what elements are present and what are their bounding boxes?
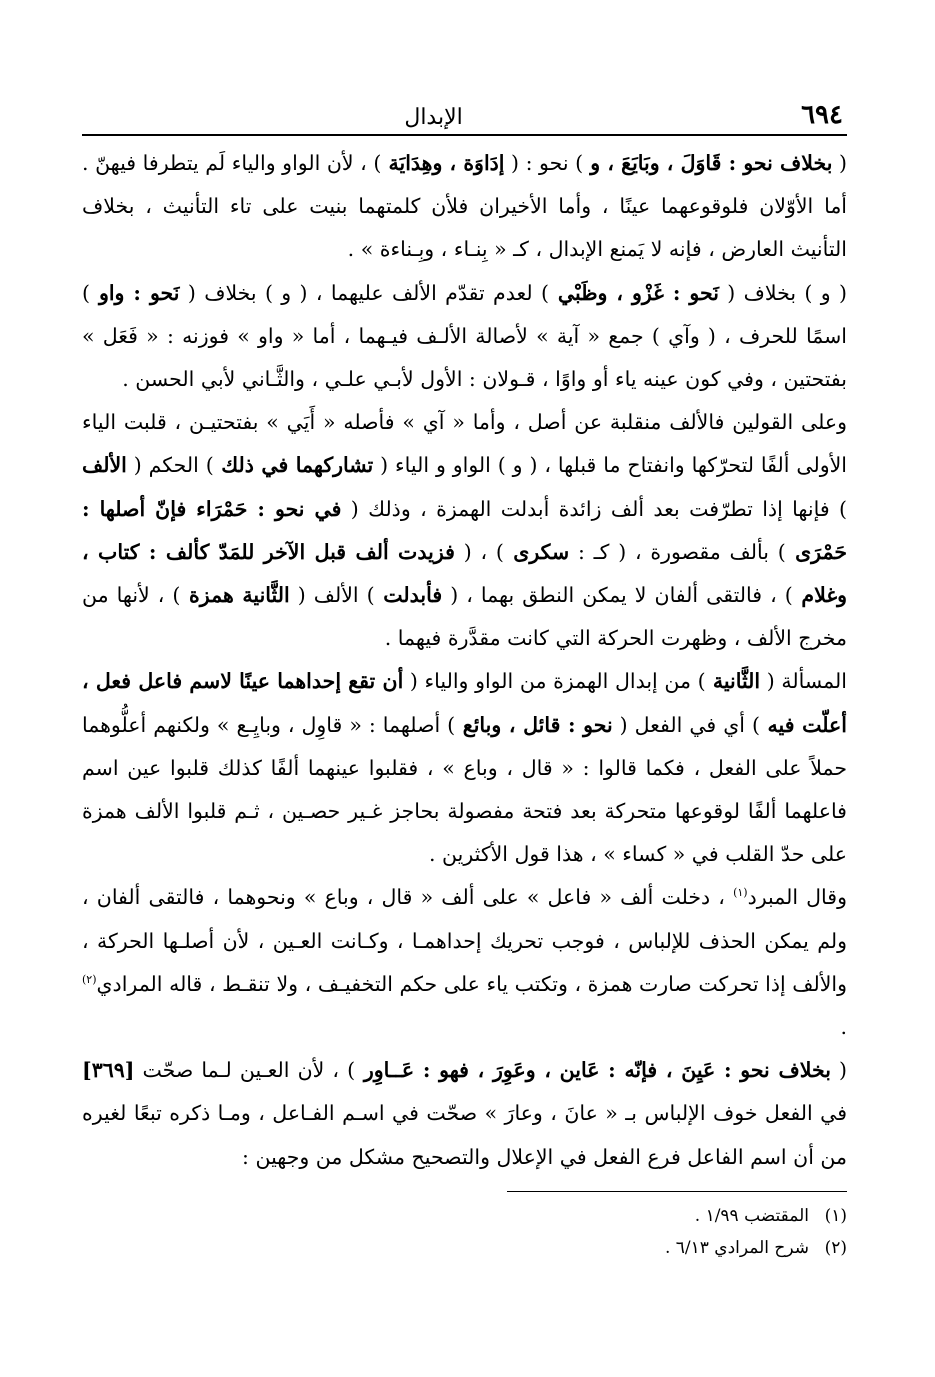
paragraph <box>82 401 847 660</box>
text-run: . <box>840 1015 847 1040</box>
text-run: ) ، لأنها من مخرج الألف ، وظهرت الحركة التي كانت مقدَّرة فيهما . <box>82 583 847 651</box>
footnote-marker: (٢) <box>82 973 97 987</box>
text-run: ) ، لأن الواو والياء لَم يتطرفا فيهنّ . أما الأوّلان فلوقوعهما عينًا ، وأما الأخيران فلأن كلمتهما بنيت على تاء التأنيث ، بخلاف التأنيث العارض ، فإنه لا يَمنع الإبدال ، كـ « بِنـاء ، وبِـناءة » . <box>82 151 847 262</box>
text-run: ) ، فالتقى ألفان لا يمكن النطق بهما ، ( <box>442 583 793 608</box>
text-run: ) فإنها إذا تطرّفت بعد ألف زائدة أبدلت الهمزة ، وذلك ( <box>341 496 847 521</box>
footnote-number: (١) <box>824 1205 847 1226</box>
page-number: ٦٩٤ <box>801 100 843 130</box>
paragraph <box>82 142 847 272</box>
main-text <box>82 142 847 1179</box>
text-run: ) لعدم تقدّم الألف عليهما ، ( و ) بخلاف ( <box>179 280 549 305</box>
text-run: ) الحكم ( <box>126 453 214 478</box>
footnote-separator <box>507 1191 847 1192</box>
paragraph <box>82 660 847 876</box>
text-run: فزيدت ألف قبل الآخر للمَدّ كألف : كتاب ، وغلام <box>82 539 847 608</box>
footnote <box>82 1200 847 1232</box>
text-run: نَحو : غَزْو ، وظَبْي <box>548 280 719 305</box>
text-run: ) الألف ( <box>289 583 375 608</box>
text-run: في نحو : حَمْرَاء فإنّ أصلها : حَمْرَى <box>82 496 847 564</box>
running-title: الإبدال <box>404 105 463 130</box>
text-run: أن تقع إحداهما عينًا لاسم فاعل فعل ، أعلّت فيه <box>82 669 847 737</box>
text-run: فأبدلت <box>374 583 443 608</box>
paragraph <box>82 1049 847 1179</box>
text-run: إدَاوَة ، وهِدَايَة <box>381 151 505 175</box>
text-run: تشاركهما في ذلك <box>213 453 374 478</box>
text-run: نحو : قائل ، وبائع <box>455 712 613 737</box>
footnote-number: (٢) <box>824 1237 847 1258</box>
paragraph <box>82 272 847 402</box>
text-run: ) اسمًا للحرف ، ( وآي ) جمع « آية » لأصالة الألـف فيـهما ، أما « واو » فوزنه : « فَعَل » بفتحتين ، وفي كون عينه ياء أو واوًا ، قـولان : الأول لأبـي علـي ، والثَّـاني لأبي الحسن . <box>82 280 847 392</box>
footnote-text: شرح المرادي ٦/١٣ . <box>664 1237 809 1258</box>
paragraph <box>82 876 847 1049</box>
page-header <box>82 88 847 136</box>
text-run: ) من إبدال الهمزة من الواو والياء ( <box>403 669 706 694</box>
text-run: ) ، ( <box>454 539 504 564</box>
footnotes <box>82 1200 847 1264</box>
text-run: وعلى القولين فالألف منقلبة عن أصل ، وأما « آي » فأصله « أَيَي » بفتحتيـن ، قلبت الياء الأولى ألفًا لتحرّكها وانفتاح ما قبلها ، ( و ) الواو و الياء ( <box>82 410 847 478</box>
text-run: ) أي في الفعل ( <box>612 712 760 737</box>
text-run: في الفعل خوف الإلباس بـ « عانَ ، وعارَ » صحّت في اسـم الفـاعل ، ومـا ذكره تبعًا لغيره من أن اسم الفاعل فرع الفعل في الإعلال والتصحيح مشكل من وجهين : <box>82 1101 847 1169</box>
text-run: ) نحو : ( <box>504 151 584 175</box>
footnote-text: المقتضب ١/٩٩ . <box>694 1205 809 1226</box>
text-run: المسألة ( <box>760 669 847 694</box>
text-run: ( <box>830 1058 847 1083</box>
text-run: [٣٦٩] <box>82 1058 135 1083</box>
text-run: ( و ) بخلاف ( <box>718 280 847 305</box>
text-run: الثَّانية همزة <box>180 583 290 608</box>
footnote-marker: (١) <box>733 886 748 900</box>
text-run: وقال المبرد <box>747 885 847 910</box>
text-run: ) بألف مقصورة ، ( كـ : <box>569 539 786 564</box>
text-run: بخلاف نحو : قَاوَلَ ، وبَايَعَ ، و <box>583 151 833 175</box>
text-run: سكرى <box>503 539 570 564</box>
text-run: ) ، لأن العـين لـما صحّت <box>134 1058 356 1083</box>
text-run: الثَّانية <box>705 669 761 694</box>
footnote <box>82 1232 847 1264</box>
text-run: ، دخلت ألف « فاعل » على ألف « قال ، وباع » ونحوهما ، فالتقى ألفان ، ولم يمكن الحذف للإلباس ، فوجب تحريك إحداهمـا ، وكـانت العـين ، لأن أصلـها الحركة ، والألف إذا تحركت صارت همزة ، وتكتب ياء على حكم التخفيـف ، ولا تنقـط ، قاله المرادي <box>82 885 847 996</box>
text-run: الألف <box>82 453 127 478</box>
text-run: ) أصلهما : « قاوِل ، وبايِـع » ولكنهم أعلُّوهما حملاً على الفعل ، فكما قالوا : « قال ، وباع » ، فقلبوا عينهما ألفًا كذلك قلبوا عين اسم فاعلهما ألفًا لوقوعها متحركة بعد فتحة مفصولة بحاجز غـير حصـين ، ثـم قلبوا الألف همزة على حدّ القلب في « كساء » ، هذا قول الأكثرين . <box>82 712 847 867</box>
text-run: ( <box>832 151 848 175</box>
text-run: نَحو : واو <box>90 280 180 305</box>
text-run: بخلاف نحو : عَيِنَ ، فإنّه : عَاين ، وعَوِرَ ، فهو : عَــاوِر <box>355 1058 831 1083</box>
